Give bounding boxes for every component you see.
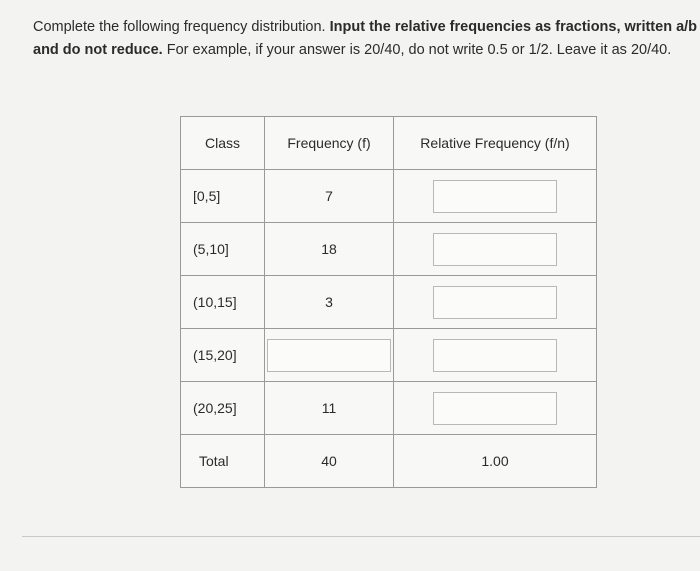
class-cell: (20,25] (181, 382, 265, 435)
instructions-text: For example, if your answer is 20/40, do not write 0.5 or 1/2. Leave it as 20/40. (162, 42, 672, 58)
relative-cell (394, 382, 597, 435)
instructions-line-1 (33, 16, 700, 39)
relative-frequency-input[interactable] (433, 233, 557, 266)
relative-frequency-input[interactable] (433, 392, 557, 425)
class-cell: (15,20] (181, 329, 265, 382)
relative-cell (394, 329, 597, 382)
relative-frequency-input[interactable] (433, 339, 557, 372)
instructions-bold-text: and do not reduce. (33, 42, 163, 58)
frequency-table (180, 116, 597, 488)
class-cell: [0,5] (181, 170, 265, 223)
relative-frequency-input[interactable] (433, 180, 557, 213)
relative-cell (394, 223, 597, 276)
table-total-row (181, 435, 597, 488)
instructions-line-2 (33, 39, 700, 62)
table-row (181, 170, 597, 223)
total-relative-frequency: 1.00 (394, 435, 597, 488)
header-class: Class (181, 117, 265, 170)
divider (22, 536, 700, 537)
total-frequency: 40 (265, 435, 394, 488)
table-row (181, 329, 597, 382)
table-row (181, 276, 597, 329)
total-label: Total (181, 435, 265, 488)
frequency-cell: 18 (265, 223, 394, 276)
table-header-row (181, 117, 597, 170)
frequency-cell: 11 (265, 382, 394, 435)
relative-frequency-input[interactable] (433, 286, 557, 319)
table-row (181, 382, 597, 435)
instructions-text: Complete the following frequency distribution. (33, 19, 330, 35)
class-cell: (5,10] (181, 223, 265, 276)
header-frequency: Frequency (f) (265, 117, 394, 170)
frequency-cell (265, 329, 394, 382)
instructions (33, 16, 700, 62)
header-relative-frequency: Relative Frequency (f/n) (394, 117, 597, 170)
class-cell: (10,15] (181, 276, 265, 329)
frequency-cell: 3 (265, 276, 394, 329)
frequency-input[interactable] (267, 339, 391, 372)
instructions-bold-text: Input the relative frequencies as fractions, written a/b (329, 19, 698, 35)
frequency-cell: 7 (265, 170, 394, 223)
relative-cell (394, 276, 597, 329)
relative-cell (394, 170, 597, 223)
table-row (181, 223, 597, 276)
